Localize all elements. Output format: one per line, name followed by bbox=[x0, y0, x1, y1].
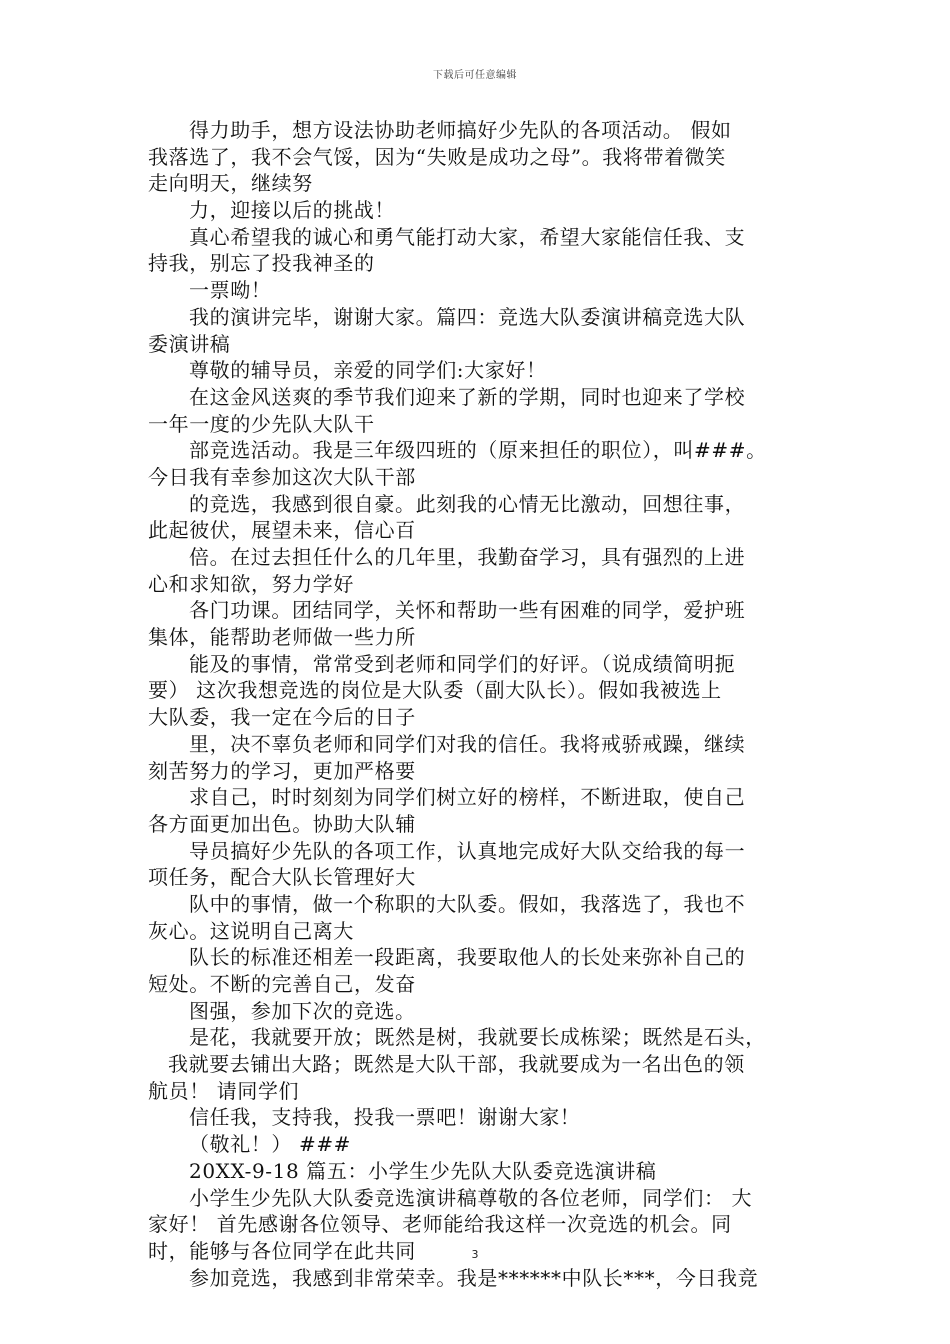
text-line: 里，决不辜负老师和同学们对我的信任。我将戒骄戒躁，继续 bbox=[189, 731, 746, 756]
text-line: 小学生少先队大队委竞选演讲稿尊敬的各位老师，同学们： 大 bbox=[189, 1185, 753, 1210]
text-line: 短处。不断的完善自己，发奋 bbox=[148, 972, 416, 996]
text-line: 灰心。这说明自己离大 bbox=[148, 918, 354, 943]
text-line: 持我，别忘了投我神圣的 bbox=[148, 251, 375, 276]
text-line: 走向明天，继续努 bbox=[148, 171, 313, 196]
text-line: 导员搞好少先队的各项工作，认真地完成好大队交给我的每一 bbox=[189, 838, 746, 863]
text-line: 真心希望我的诚心和勇气能打动大家，希望大家能信任我、支 bbox=[189, 224, 746, 249]
text-line: 家好！ 首先感谢各位领导、老师能给我这样一次竞选的机会。同 bbox=[148, 1212, 732, 1237]
text-line: 图强，参加下次的竞选。 bbox=[189, 998, 416, 1023]
text-line: 力，迎接以后的挑战！ bbox=[189, 198, 395, 223]
text-line: 要） 这次我想竞选的岗位是大队委（副大队长）。假如我被选上 bbox=[148, 678, 722, 703]
text-line: 各门功课。团结同学，关怀和帮助一些有困难的同学，爱护班 bbox=[189, 598, 746, 623]
text-line: 能及的事情，常常受到老师和同学们的好评。（说成绩简明扼 bbox=[189, 651, 736, 676]
text-line: 我就要去铺出大路；既然是大队干部，我就要成为一名出色的领 bbox=[168, 1052, 745, 1077]
page-number: 3 bbox=[471, 1248, 479, 1261]
text-line: 今日我有幸参加这次大队干部 bbox=[148, 464, 416, 489]
text-line: 大队委，我一定在今后的日子 bbox=[148, 705, 416, 730]
text-line: 项任务，配合大队长管理好大 bbox=[148, 865, 416, 890]
document-body bbox=[148, 117, 808, 1291]
text-line: 此起彼伏，展望未来，信心百 bbox=[148, 518, 416, 543]
text-line: 集体，能帮助老师做一些力所 bbox=[148, 625, 416, 650]
text-line: 委演讲稿 bbox=[148, 331, 231, 356]
text-line: （敬礼！） ### bbox=[189, 1132, 352, 1157]
text-line: 我落选了，我不会气馁，因为“失败是成功之母”。我将带着微笑 bbox=[148, 144, 726, 169]
text-line: 部竞选活动。我是三年级四班的（原来担任的职位），叫###。 bbox=[189, 438, 767, 463]
text-line: 队长的标准还相差一段距离，我要取他人的长处来弥补自己的 bbox=[189, 945, 746, 970]
text-line: 我的演讲完毕，谢谢大家。篇四：竞选大队委演讲稿竞选大队 bbox=[189, 304, 746, 329]
text-line: 一年一度的少先队大队干 bbox=[148, 411, 375, 436]
text-line: 的竞选，我感到很自豪。此刻我的心情无比激动，回想往事， bbox=[189, 491, 746, 516]
text-line: 求自己，时时刻刻为同学们树立好的榜样，不断进取，使自己 bbox=[189, 785, 746, 810]
text-line: 得力助手，想方设法协助老师搞好少先队的各项活动。 假如 bbox=[189, 118, 732, 142]
text-line: 时，能够与各位同学在此共同 bbox=[148, 1238, 416, 1263]
text-line: 在这金风送爽的季节我们迎来了新的学期，同时也迎来了学校 bbox=[189, 384, 746, 409]
text-line: 一票呦！ bbox=[189, 278, 272, 303]
text-line: 各方面更加出色。协助大队辅 bbox=[148, 811, 416, 836]
text-line: 航员！ 请同学们 bbox=[148, 1078, 300, 1103]
page-header: 下载后可任意编辑 bbox=[433, 70, 517, 81]
text-line: 倍。在过去担任什么的几年里，我勤奋学习，具有强烈的上进 bbox=[189, 545, 746, 569]
text-line: 参加竞选，我感到非常荣幸。我是******中队长***，今日我竞 bbox=[189, 1265, 759, 1290]
text-line: 心和求知欲，努力学好 bbox=[148, 571, 354, 596]
text-line: 刻苦努力的学习，更加严格要 bbox=[148, 758, 416, 783]
text-line: 信任我，支持我，投我一票吧！谢谢大家！ bbox=[189, 1105, 581, 1130]
text-line: 尊敬的辅导员，亲爱的同学们:大家好！ bbox=[189, 358, 547, 383]
text-line: 是花，我就要开放；既然是树，我就要长成栋梁；既然是石头， bbox=[189, 1025, 766, 1050]
text-line: 20XX-9-18 篇五：小学生少先队大队委竞选演讲稿 bbox=[189, 1158, 657, 1183]
text-line: 队中的事情，做一个称职的大队委。假如，我落选了，我也不 bbox=[189, 891, 746, 916]
